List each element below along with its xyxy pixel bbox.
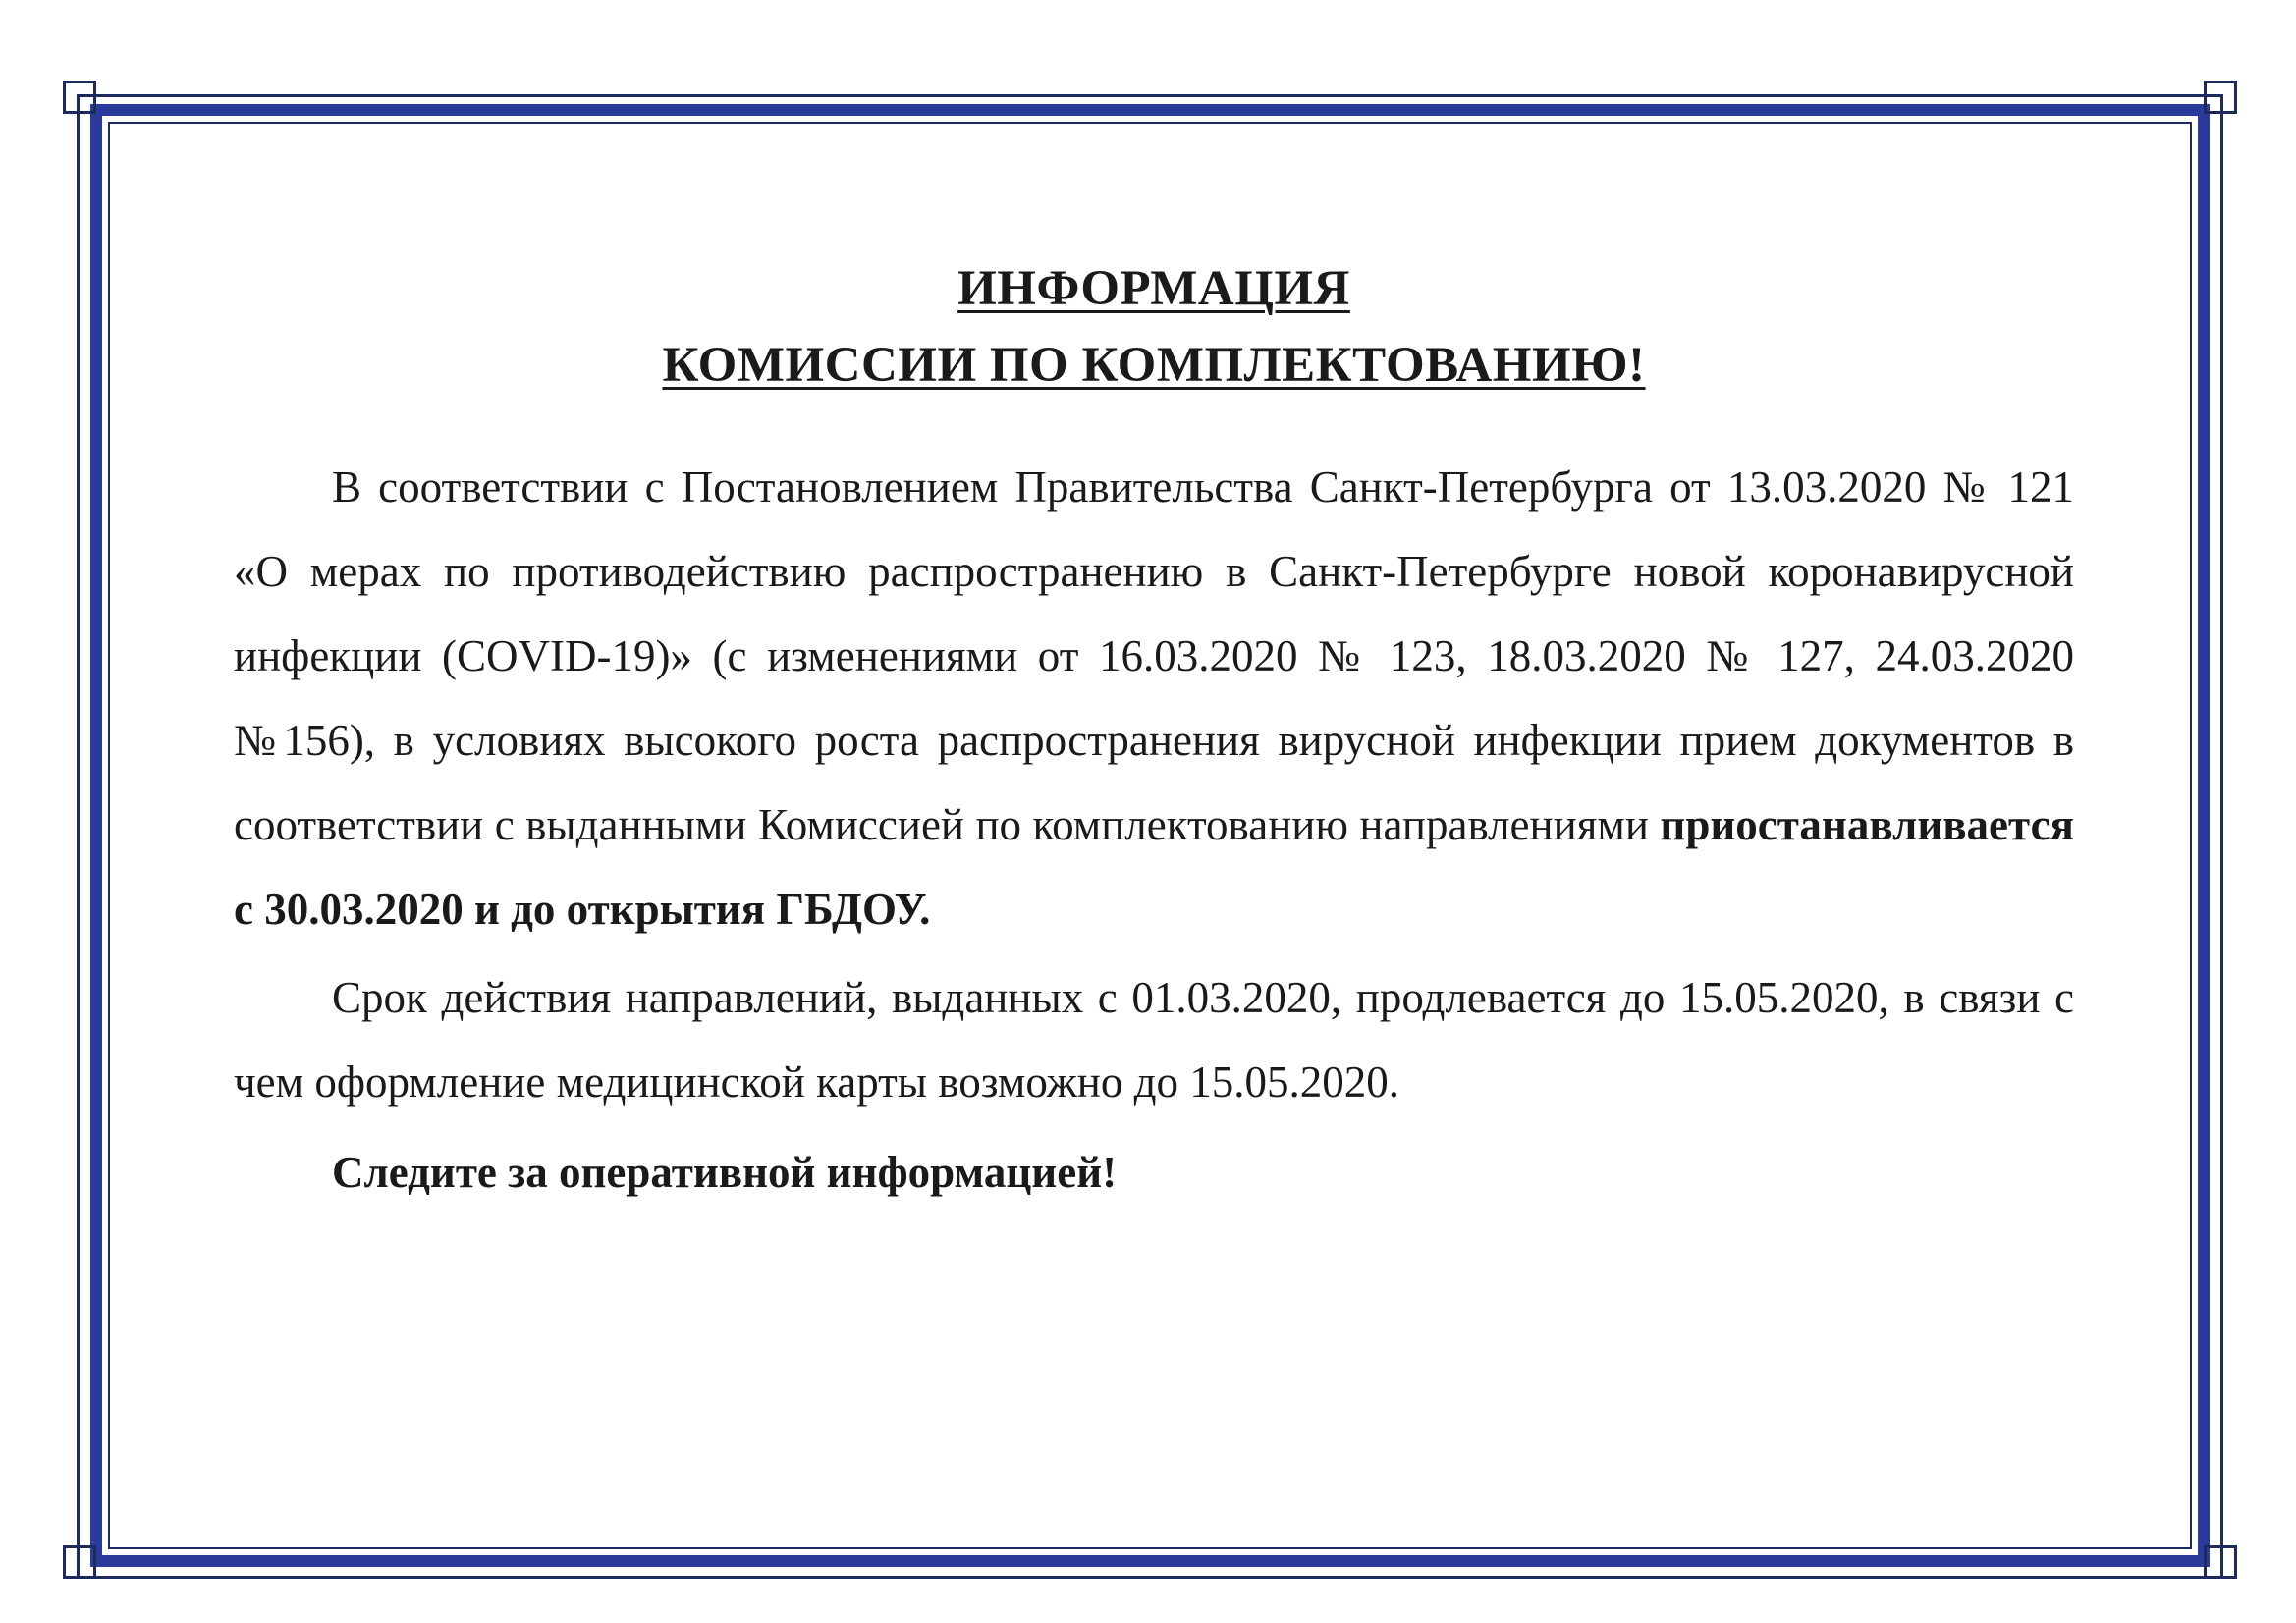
title-line-1: ИНФОРМАЦИЯ (957, 261, 1350, 316)
paragraph-validity: Срок действия направлений, выданных с 01.03.2020, продлевается до 15.05.2020, в связи с чем оформление медицинской карты возможно до 15.05.2020. (234, 973, 2074, 1107)
paragraph-decree-bold: приостанавливается с 30.03.2020 и до открытия ГБДОУ. (234, 800, 2074, 934)
paragraph-decree (234, 445, 2074, 951)
title-line-2: КОМИССИИ ПО КОМПЛЕКТОВАНИЮ! (662, 338, 1646, 393)
paragraph-follow-info: Следите за оперативной информацией! (332, 1148, 1118, 1197)
frame-corner-top-left (63, 81, 96, 114)
frame-corner-top-right (2204, 81, 2237, 114)
document-title (234, 250, 2074, 404)
frame-corner-bottom-right (2204, 1545, 2237, 1579)
paragraph-decree-text: В соответствии с Постановлением Правительства Санкт-Петербурга от 13.03.2020 № 121 «О мерах по противодействию распространению в Санкт-Петербурге новой коронавирусной инфекции (COVID-19)» (с изменениями от 16.03.2020 № 123, 18.03.2020 № 127, 24.03.2020 №156), в условиях высокого роста распространения вирусной инфекции прием документов в соответствии с выданными Комиссией по комплектованию направлениями (234, 462, 2074, 849)
frame-corner-bottom-left (63, 1545, 96, 1579)
document-content (234, 250, 2074, 1215)
